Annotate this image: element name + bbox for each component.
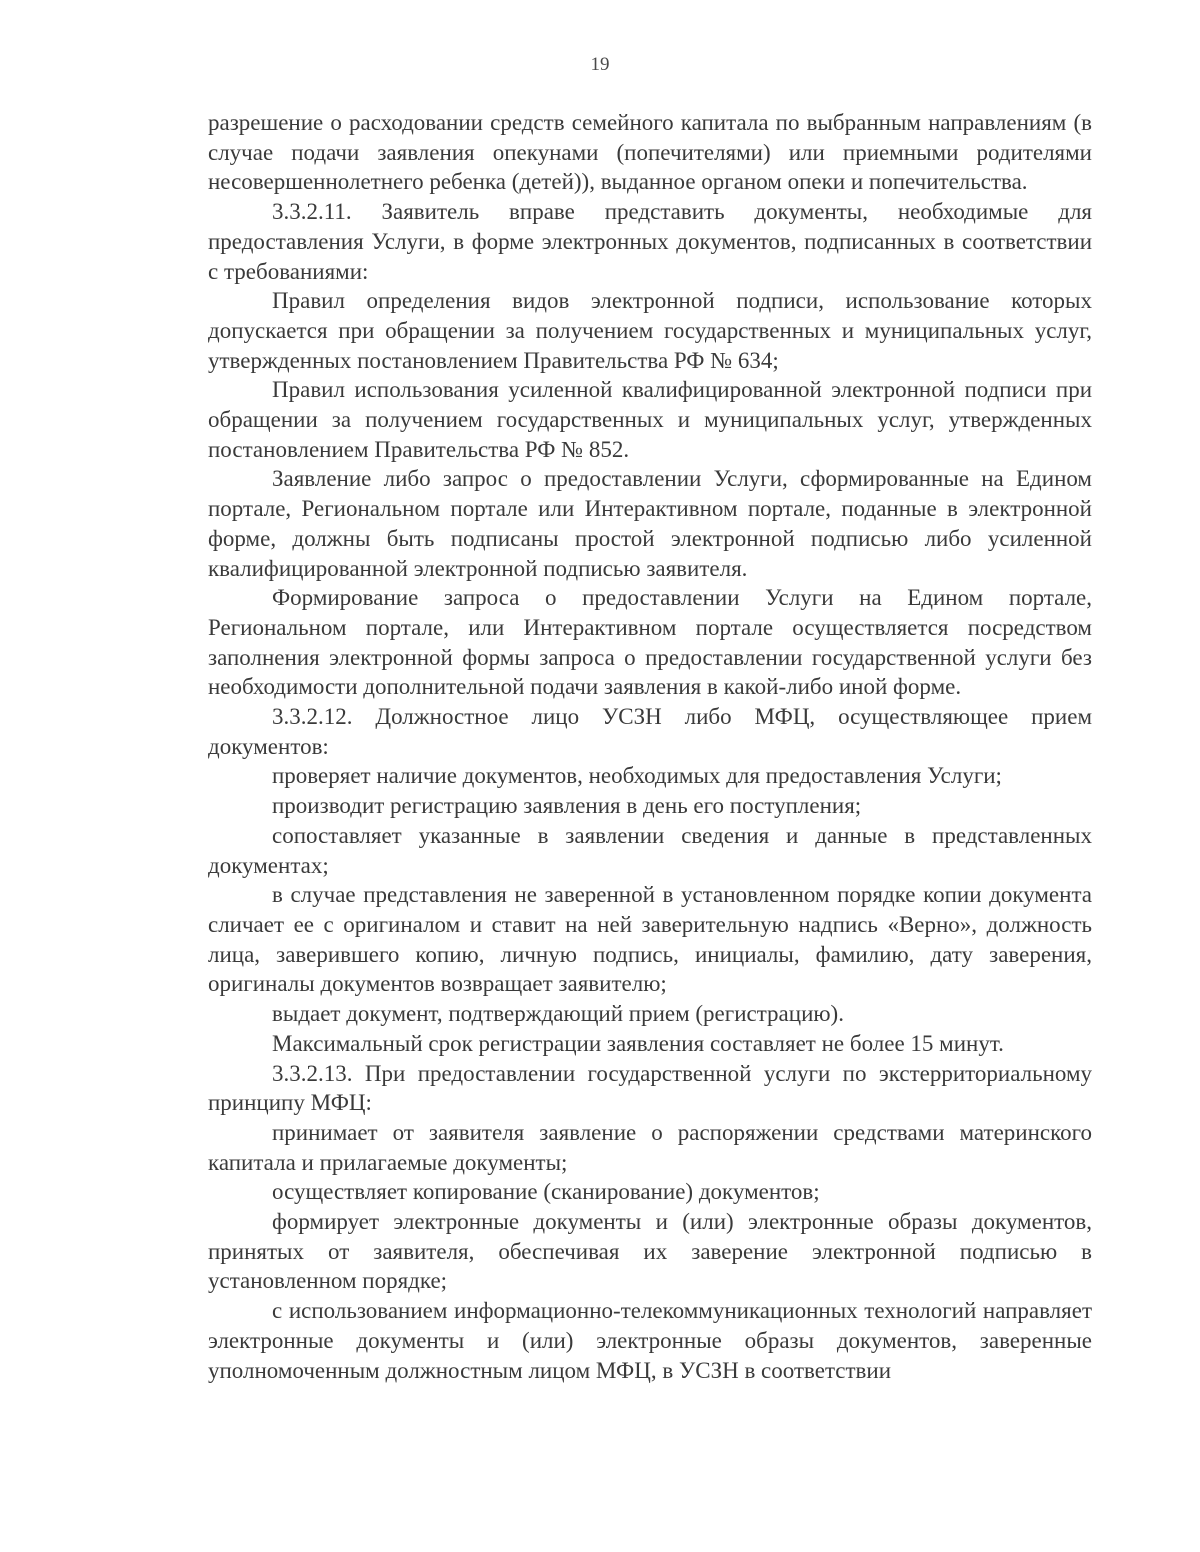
list-item-compare-data: сопоставляет указанные в заявлении сведения и данные в представленных документах; (208, 822, 1092, 878)
paragraph-3-3-2-11: 3.3.2.11. Заявитель вправе представить документы, необходимые для предоставления Услуги, в форме электронных документов, подписанных в соответствии с требованиями: (208, 199, 1092, 284)
document-body (208, 108, 1092, 1385)
paragraph-3-3-2-12: 3.3.2.12. Должностное лицо УСЗН либо МФЦ, осуществляющее прием документов: (208, 704, 1092, 759)
list-item-register-application: производит регистрацию заявления в день его поступления; (272, 793, 862, 819)
list-item-form-electronic-documents: формирует электронные документы и (или) электронные образы документов, принятых от заявителя, обеспечивая их заверение электронной подписью в установленном порядке; (208, 1209, 1092, 1294)
list-item-send-documents: с использованием информационно-телекоммуникационных технологий направляет электронные документы и (или) электронные образы документов, заверенные уполномоченным должностным лицом МФЦ, в УСЗН в соответствии (208, 1298, 1092, 1383)
paragraph-application-signature: Заявление либо запрос о предоставлении Услуги, сформированные на Едином портале, Региональном портале или Интерактивном портале, поданные в электронной форме, должны быть подписаны простой электронной подписью либо усиленной квалифицированной электронной подписью заявителя. (208, 466, 1092, 581)
list-item-certify-copy: в случае представления не заверенной в установленном порядке копии документа сличает ее с оригиналом и ставит на ней заверительную надпись «Верно», должность лица, заверившего копию, личную подпись, инициалы, фамилию, дату заверения, оригиналы документов возвращает заявителю; (208, 882, 1092, 997)
list-item-issue-receipt: выдает документ, подтверждающий прием (регистрацию). (272, 1001, 844, 1027)
list-item-copy-documents: осуществляет копирование (сканирование) документов; (272, 1179, 820, 1205)
page-number: 19 (590, 54, 610, 75)
list-item-accept-application: принимает от заявителя заявление о распоряжении средствами материнского капитала и прилагаемые документы; (208, 1119, 1092, 1175)
list-item-check-documents: проверяет наличие документов, необходимых для предоставления Услуги; (272, 763, 1002, 789)
paragraph-rules-852: Правил использования усиленной квалифицированной электронной подписи при обращении за получением государственных и муниципальных услуг, утвержденных постановлением Правительства РФ № 852. (208, 377, 1092, 462)
paragraph-continuation: разрешение о расходовании средств семейного капитала по выбранным направлениям (в случае подачи заявления опекунами (попечителями) или приемными родителями несовершеннолетнего ребенка (детей)), выданное органом опеки и попечительства. (208, 110, 1092, 195)
paragraph-rules-634: Правил определения видов электронной подписи, использование которых допускается при обращении за получением государственных и муниципальных услуг, утвержденных постановлением Правительства РФ № 634; (208, 288, 1092, 373)
paragraph-max-registration-time: Максимальный срок регистрации заявления составляет не более 15 минут. (272, 1030, 1004, 1056)
paragraph-request-forming: Формирование запроса о предоставлении Услуги на Едином портале, Региональном портале, или Интерактивном портале осуществляется посредством заполнения электронной формы запроса о предоставлении государственной услуги без необходимости дополнительной подачи заявления в какой-либо иной форме. (208, 585, 1092, 700)
paragraph-3-3-2-13: 3.3.2.13. При предоставлении государственной услуги по экстерриториальному принципу МФЦ: (208, 1060, 1092, 1116)
